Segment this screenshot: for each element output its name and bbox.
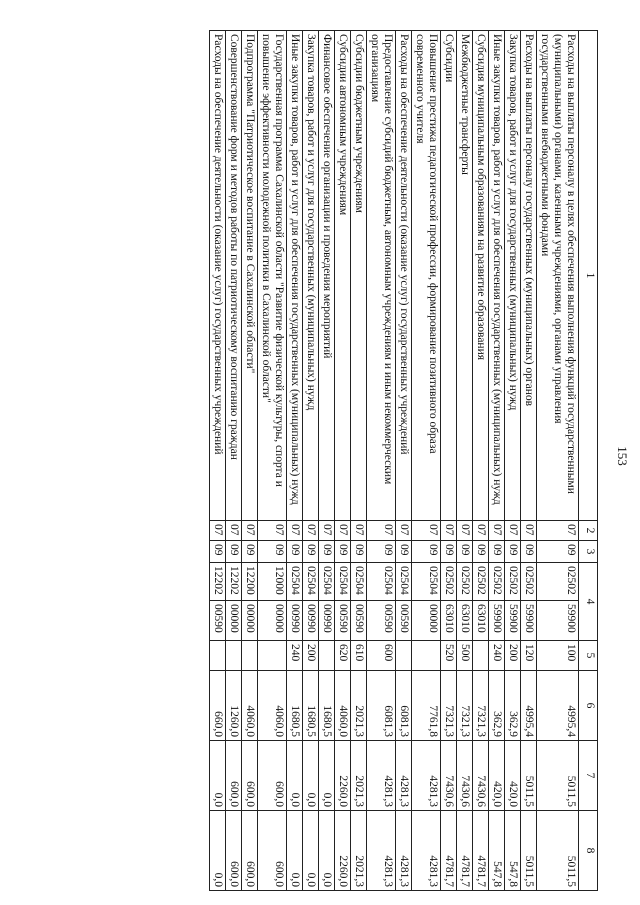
row-expense-type (210, 641, 226, 671)
row-subsection: 09 (473, 541, 489, 563)
row-section: 07 (396, 521, 412, 541)
row-value-8: 4781,7 (441, 811, 457, 891)
row-expense-type: 610 (351, 641, 367, 671)
row-target-program: 12000 (258, 563, 287, 601)
row-value-8: 600,0 (258, 811, 287, 891)
row-section: 07 (258, 521, 287, 541)
row-expense-type (319, 641, 335, 671)
row-subsection: 09 (521, 541, 537, 563)
row-value-7: 2021,3 (351, 741, 367, 811)
row-expense-type (242, 641, 258, 671)
row-value-7: 0,0 (319, 741, 335, 811)
row-name: Подпрограмма "Патриотическое воспитание в Сахалинской области" (242, 31, 258, 521)
table-row (242, 31, 258, 891)
table-row (258, 31, 287, 891)
row-value-6: 2021,3 (351, 671, 367, 741)
row-value-6: 7761,8 (412, 671, 441, 741)
row-name: Расходы на выплаты персоналу в целях обеспечения выполнения функций государственными (муниципальными) органами, казенными учреждениями, органами управления государственными внебюджетными фондами (537, 31, 579, 521)
row-section: 07 (335, 521, 351, 541)
header-col-2: 2 (579, 521, 598, 541)
row-expense-type (226, 641, 242, 671)
table-row (412, 31, 441, 891)
row-value-7: 600,0 (258, 741, 287, 811)
row-value-7: 7430,6 (473, 741, 489, 811)
row-value-8: 547,8 (489, 811, 505, 891)
header-col-7: 7 (579, 741, 598, 811)
row-target-program: 02504 (396, 563, 412, 601)
row-value-6: 4060,0 (258, 671, 287, 741)
row-target-direction: 00000 (242, 601, 258, 641)
row-subsection: 09 (287, 541, 303, 563)
page-number: 153 (614, 446, 630, 466)
table-row (210, 31, 226, 891)
row-target-program: 02502 (473, 563, 489, 601)
row-value-8: 4781,7 (473, 811, 489, 891)
row-expense-type: 600 (367, 641, 396, 671)
row-target-direction: 63010 (457, 601, 473, 641)
row-value-6: 4995,4 (521, 671, 537, 741)
row-target-program: 02504 (351, 563, 367, 601)
row-value-8: 2021,3 (351, 811, 367, 891)
row-name: Субсидии бюджетным учреждениям (351, 31, 367, 521)
row-value-7: 600,0 (242, 741, 258, 811)
row-target-program: 02504 (319, 563, 335, 601)
row-name: Закупка товаров, работ и услуг для государственных (муниципальных) нужд (303, 31, 319, 521)
row-target-direction: 00990 (287, 601, 303, 641)
row-target-program: 02504 (335, 563, 351, 601)
row-section: 07 (412, 521, 441, 541)
row-section: 07 (521, 521, 537, 541)
row-section: 07 (226, 521, 242, 541)
row-target-direction: 00590 (367, 601, 396, 641)
row-target-program: 02502 (441, 563, 457, 601)
row-value-6: 7321,3 (457, 671, 473, 741)
row-value-7: 4281,3 (396, 741, 412, 811)
row-expense-type: 520 (441, 641, 457, 671)
row-expense-type (258, 641, 287, 671)
row-target-program: 12202 (226, 563, 242, 601)
row-value-8: 2260,0 (335, 811, 351, 891)
header-col-8: 8 (579, 811, 598, 891)
row-value-6: 1680,5 (303, 671, 319, 741)
row-expense-type (396, 641, 412, 671)
row-value-7: 7430,6 (441, 741, 457, 811)
table-header-row (579, 31, 598, 891)
row-value-8: 0,0 (287, 811, 303, 891)
row-value-7: 5011,5 (537, 741, 579, 811)
row-name: Закупка товаров, работ и услуг для государственных (муниципальных) нужд (505, 31, 521, 521)
row-expense-type (473, 641, 489, 671)
row-value-8: 4281,3 (412, 811, 441, 891)
row-value-8: 5011,5 (537, 811, 579, 891)
row-value-6: 4995,4 (537, 671, 579, 741)
row-subsection: 09 (226, 541, 242, 563)
row-value-8: 4281,3 (396, 811, 412, 891)
row-value-6: 4060,0 (335, 671, 351, 741)
row-section: 07 (242, 521, 258, 541)
row-target-direction: 63010 (441, 601, 457, 641)
row-name: Совершенствование форм и методов работы по патриотическому воспитанию граждан (226, 31, 242, 521)
row-name: Иные закупки товаров, работ и услуг для обеспечения государственных (муниципальных) нужд (489, 31, 505, 521)
row-value-7: 5011,5 (521, 741, 537, 811)
row-value-7: 7430,6 (457, 741, 473, 811)
row-subsection: 09 (319, 541, 335, 563)
row-value-6: 4060,0 (242, 671, 258, 741)
row-name: Повышение престижа педагогической профессии, формирование позитивного образа современного учителя (412, 31, 441, 521)
row-value-6: 6081,3 (396, 671, 412, 741)
row-target-program: 02502 (457, 563, 473, 601)
row-name: Иные закупки товаров, работ и услуг для обеспечения государственных (муниципальных) нужд (287, 31, 303, 521)
row-target-program: 02502 (505, 563, 521, 601)
row-value-8: 4781,7 (457, 811, 473, 891)
row-value-7: 2260,0 (335, 741, 351, 811)
row-value-8: 600,0 (242, 811, 258, 891)
table-row (521, 31, 537, 891)
table-row (303, 31, 319, 891)
row-section: 07 (441, 521, 457, 541)
table-row (287, 31, 303, 891)
table-row (537, 31, 579, 891)
row-value-7: 420,0 (489, 741, 505, 811)
row-target-direction: 00000 (226, 601, 242, 641)
table-row (441, 31, 457, 891)
row-value-7: 0,0 (303, 741, 319, 811)
row-value-7: 4281,3 (367, 741, 396, 811)
row-subsection: 09 (303, 541, 319, 563)
row-name: Предоставление субсидий бюджетным, автономным учреждениям и иным некоммерческим организациям (367, 31, 396, 521)
row-target-program: 12202 (210, 563, 226, 601)
row-section: 07 (473, 521, 489, 541)
row-target-direction: 00590 (335, 601, 351, 641)
row-value-7: 4281,3 (412, 741, 441, 811)
row-section: 07 (489, 521, 505, 541)
row-subsection: 09 (412, 541, 441, 563)
row-section: 07 (287, 521, 303, 541)
row-value-8: 5011,5 (521, 811, 537, 891)
row-value-8: 600,0 (226, 811, 242, 891)
budget-table (209, 30, 598, 891)
table-row (351, 31, 367, 891)
row-expense-type: 500 (457, 641, 473, 671)
row-name: Финансовое обеспечение организации и проведения мероприятий (319, 31, 335, 521)
row-target-program: 02504 (367, 563, 396, 601)
row-subsection: 09 (242, 541, 258, 563)
row-value-8: 547,8 (505, 811, 521, 891)
table-row (335, 31, 351, 891)
row-subsection: 09 (396, 541, 412, 563)
row-target-direction: 59900 (505, 601, 521, 641)
row-subsection: 09 (537, 541, 579, 563)
row-value-7: 0,0 (210, 741, 226, 811)
row-value-6: 660,0 (210, 671, 226, 741)
table-row (319, 31, 335, 891)
row-value-8: 4281,3 (367, 811, 396, 891)
row-name: Межбюджетные трансферты (457, 31, 473, 521)
row-name: Государственная программа Сахалинской области "Развитие физической культуры, спорта и повышение эффективности молодежной политики в Сахалинской области" (258, 31, 287, 521)
row-section: 07 (303, 521, 319, 541)
row-target-direction: 59900 (537, 601, 579, 641)
row-target-direction: 00000 (412, 601, 441, 641)
row-value-6: 7321,3 (441, 671, 457, 741)
table-row (457, 31, 473, 891)
table-row (473, 31, 489, 891)
row-expense-type: 100 (537, 641, 579, 671)
header-col-4: 4 (579, 563, 598, 641)
row-name: Субсидии автономным учреждениям (335, 31, 351, 521)
row-target-program: 02502 (489, 563, 505, 601)
row-target-direction: 63010 (473, 601, 489, 641)
row-target-direction: 00000 (258, 601, 287, 641)
row-subsection: 09 (367, 541, 396, 563)
row-section: 07 (537, 521, 579, 541)
row-target-direction: 00590 (351, 601, 367, 641)
row-target-direction: 00590 (396, 601, 412, 641)
row-name: Субсидия муниципальным образованиям на развитие образования (473, 31, 489, 521)
row-target-program: 02504 (303, 563, 319, 601)
row-value-7: 0,0 (287, 741, 303, 811)
row-subsection: 09 (351, 541, 367, 563)
row-section: 07 (319, 521, 335, 541)
row-value-8: 0,0 (319, 811, 335, 891)
row-name: Расходы на выплаты персоналу государственных (муниципальных) органов (521, 31, 537, 521)
row-value-6: 1260,0 (226, 671, 242, 741)
row-subsection: 09 (210, 541, 226, 563)
row-value-7: 600,0 (226, 741, 242, 811)
row-name: Расходы на обеспечение деятельности (оказание услуг) государственных учреждений (396, 31, 412, 521)
row-value-7: 420,0 (505, 741, 521, 811)
row-target-program: 12200 (242, 563, 258, 601)
row-expense-type (412, 641, 441, 671)
row-section: 07 (457, 521, 473, 541)
row-target-direction: 00990 (303, 601, 319, 641)
row-subsection: 09 (489, 541, 505, 563)
row-section: 07 (210, 521, 226, 541)
row-expense-type: 240 (489, 641, 505, 671)
row-expense-type: 120 (521, 641, 537, 671)
table-row (367, 31, 396, 891)
row-subsection: 09 (258, 541, 287, 563)
row-expense-type: 200 (303, 641, 319, 671)
table-row (505, 31, 521, 891)
row-target-direction: 00990 (319, 601, 335, 641)
row-value-6: 7321,3 (473, 671, 489, 741)
row-section: 07 (367, 521, 396, 541)
table-body (210, 31, 579, 891)
row-expense-type: 200 (505, 641, 521, 671)
table-row (489, 31, 505, 891)
row-name: Расходы на обеспечение деятельности (оказание услуг) государственных учреждений (210, 31, 226, 521)
header-col-3: 3 (579, 541, 598, 563)
table-rotation-wrapper (51, 30, 598, 890)
row-value-8: 0,0 (303, 811, 319, 891)
row-target-program: 02502 (537, 563, 579, 601)
header-col-6: 6 (579, 671, 598, 741)
row-target-program: 02504 (412, 563, 441, 601)
row-subsection: 09 (505, 541, 521, 563)
row-section: 07 (505, 521, 521, 541)
row-target-direction: 59900 (489, 601, 505, 641)
row-name: Субсидии (441, 31, 457, 521)
row-section: 07 (351, 521, 367, 541)
row-value-8: 0,0 (210, 811, 226, 891)
row-target-direction: 59900 (521, 601, 537, 641)
row-target-program: 02504 (287, 563, 303, 601)
row-target-direction: 00590 (210, 601, 226, 641)
row-target-program: 02502 (521, 563, 537, 601)
row-value-6: 362,9 (505, 671, 521, 741)
row-subsection: 09 (441, 541, 457, 563)
row-value-6: 362,9 (489, 671, 505, 741)
row-subsection: 09 (335, 541, 351, 563)
row-value-6: 6081,3 (367, 671, 396, 741)
table-row (226, 31, 242, 891)
header-col-5: 5 (579, 641, 598, 671)
row-expense-type: 240 (287, 641, 303, 671)
row-value-6: 1680,5 (319, 671, 335, 741)
header-col-1: 1 (579, 31, 598, 521)
row-expense-type: 620 (335, 641, 351, 671)
row-value-6: 1680,5 (287, 671, 303, 741)
table-row (396, 31, 412, 891)
row-subsection: 09 (457, 541, 473, 563)
